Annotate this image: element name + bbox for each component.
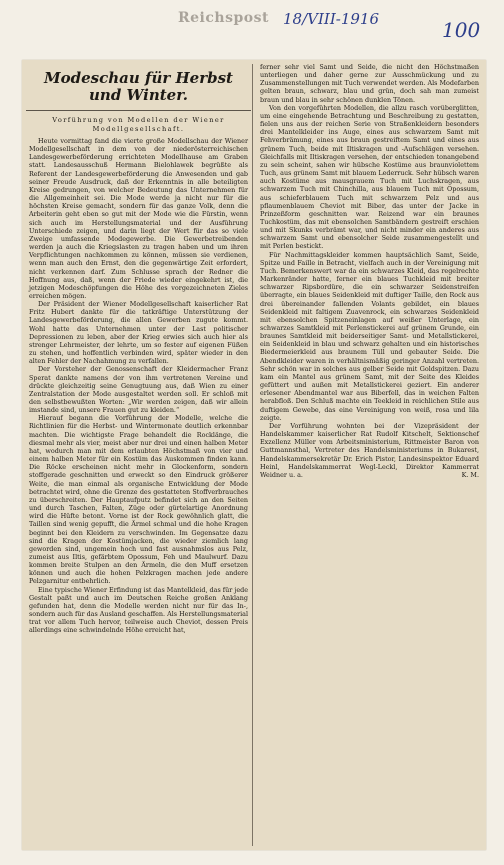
article-column-right xyxy=(257,60,482,850)
article-paragraph: Der Präsident der Wiener Modellgesellschaft kaiserlicher Rat Fritz Hubert dankte für die tatkräftige Unterstützung der Landesgewerbeförderung, die allen Gewerben zugute kommt. Wohl hatte das Unternehmen unter der Last politischer Depressionen zu leben, aber der Krieg erwies sich auch hier als strenger Lehrmeister, der lehrte, um so fester auf eigenen Füßen zu stehen, und hoffentlich verbinden wird, später wieder in den alten Fehler der Nachahmung zu verfallen. xyxy=(29,300,248,366)
handwritten-number: 100 xyxy=(442,18,481,42)
article-paragraph: Hierauf begann die Vorführung der Modelle, welche die Richtlinien für die Herbst- und Wintermonate deutlich erkennbar machten. Die wichtigste Frage behandelt die Rocklänge, die diesmal mehr als vier, meist aber nur drei und einen halben Meter hat, wodurch man mit dem erlaubten Höchstmaß von vier und einem halben Meter für ein Kostüm das Auskommen finden kann. Die Röcke erscheinen nicht mehr in Glockenform, sondern stoffgerade geschnitten und erweckt so den Eindruck größerer Weite, die man einmal als organische Entwicklung der Mode betrachtet wird, ohne die Grenze des gestatteten Stoffverbrauches zu überschreiten. Der Hauptaufputz befindet sich an den Seiten und durch Taschen, Falten, Züge oder gürtelartige Anordnung wird die Hüfte betont. Vorne ist der Rock gewöhnlich glatt, die Taillen sind wenig gepufft, die Ärmel schmal und die hohe Kragen beginnt bei den Kleidern zu verschwinden. Im Gegensatze dazu sind die Kragen der Kostümjacken, die wieder ziemlich lang geworden sind, ungemein hoch und fast ausnahmslos aus Pelz, zumeist aus Iltis, gefärbtem Opossum, Feh und Maulwurf. Dazu kommen breite Stulpen an den Ärmeln, die den Muff ersetzen können und auch die hohen Pelzkragen machen jede andere Pelzgarnitur entbehrlich. xyxy=(29,414,248,586)
column-divider xyxy=(252,64,253,846)
newspaper-clipping xyxy=(22,60,486,850)
article-subtitle: Vorführung von Modellen der Wiener Modellgesellschaft. xyxy=(52,116,225,133)
article-paragraph xyxy=(260,422,479,479)
page-header xyxy=(0,0,504,50)
attendees-text: Der Vorführung wohnten bei der Vizepräsident der Handelskammer kaiserlicher Rat Rudolf Kitschelt, Sektionschef Exzellenz Müller vom Arbeitsministerium, Rittmeister Baron von Guttmannsthal, Vertreter des Handelsministeriums in Bukarest, Handelskammersekretär Dr. Erich Pistor, Landesinspektor Eduard Heinl, Handelskammerrat Wegl-Leckl, Direktor Kammerrat Weidner u. a. xyxy=(260,421,479,479)
article-column-left xyxy=(26,60,251,850)
author-signature: K. M. xyxy=(461,470,479,479)
article-paragraph: Heute vormittag fand die vierte große Modellschau der Wiener Modellgesellschaft in dem von der niederösterreichischen Landesgewerbeförderung errichteten Modellhause am Graben statt. Landesausschuß Hermann Bielohlawek begrüßte als Referent der Landesgewerbeförderung die Anwesenden und gab seiner Freude Ausdruck, daß der Erkenntnis in alle beteiligten Kreise gedrungen, von welcher Bedeutung das Unternehmen für die Allgemeinheit sei. Die Mode werde ja nicht nur für die höchsten Kreise gemacht, sondern für das ganze Volk, denn die Arbeiterin geht eben so gut mit der Mode wie die Fürstin, wenn sich auch im Herstellungsmaterial und der Ausführung Unterschiede zeigen, und darin liegt der Wert für das so viele Zweige umfassende Modegewerbe. Die Gewerbetreibenden werden ja auch die Kriegslasten zu tragen haben und um ihren Verpflichtungen nachkommen zu können, müssen sie verdienen, wenn man auch den Ernst, den die gegenwärtige Zeit erfordert, nicht verkennen darf. Zum Schlusse sprach der Redner die Hoffnung aus, daß, wenn der Friede wieder eingekehrt ist, die jetzigen Modeschöpfungen die Höhe des vorgezeichneten Zieles erreichen mögen. xyxy=(29,137,248,300)
article-paragraph: ferner sehr viel Samt und Seide, die nicht den Höchstmaßen unterliegen und daher gerne zur Ausschmückung und zu Zusammenstellungen mit Tuch verwendet werden. Als Modefarben gelten braun, schwarz, blau und grün, doch sah man zumeist braun und blau in sehr schönen dunklen Tönen. xyxy=(260,63,479,104)
article-paragraph: Eine typische Wiener Erfindung ist das Mantelkleid, das für jede Gestalt paßt und auch im Deutschen Reiche großen Anklang gefunden hat, denn die Modelle werden nicht nur für das In-, sondern auch für das Ausland geschaffen. Als Herstellungsmaterial trat vor allem Tuch hervor, teilweise auch Cheviot, dessen Preis allerdings eine schwindelnde Höhe erreicht hat, xyxy=(29,585,248,635)
article-paragraph: Von den vorgeführten Modellen, die allzu rasch vorüberglitten, um eine eingehende Betrachtung und Beschreibung zu gestatten, fielen uns aus der reichen Serie von Straßenkleidern besonders drei Mantelkleider ins Auge, eines aus schwarzem Samt mit Fehverbrämung, eines aus braun gestreiftem Samt und eines aus grünem Tuch, beide mit Iltiskragen und -Aufschlägen versehen. Gleichfalls mit Iltiskragen versehen, der entschieden tonangebend zu sein scheint, sahen wir hübsche Kostüme aus braunviolettem Tuch, aus grünem Samt mit blauem Lederruck. Sehr hübsch waren auch Kostüme aus mausgrauem Tuch mit Luchskragen, aus schwarzem Tuch mit Chinchilla, aus blauem Tuch mit Opossum, aus schieferblauem Tuch mit schwarzem Pelz und aus pflaumenblauem Cheviot mit Biber, das unter der Jacke in Prinzeßform geschnitten war. Reizend war ein braunes Tuchkostüm, das mit ebensolchen Samtbändern gestreift erschien und mit Skunks verbrämt war, und nicht minder ein anderes aus schwarzem Samt und ebensolcher Seide zusammengestellt und mit Perlen bestickt. xyxy=(260,103,479,251)
article-paragraph: Für Nachmittagskleider kommen hauptsächlich Samt, Seide, Spitze und Faille in Betracht, vielfach auch in der Vereinigung mit Tuch. Bemerkenswert war da ein schwarzes Kleid, das regelrechte Markenränder hatte, ferner ein blaues Tuchkleid mit breiter schwarzer Ripsbordüre, die ein schwarzer Seidenstreifen überragte, ein blaues Seidenkleid mit duftiger Taille, den Rock aus drei übereinander fallenden Volants gebildet, ein blaues Seidenkleid mit faltigem Zuavenrock, ein schwarzes Seidenkleid mit ebensolchen Spitzeneinlagen auf weißer Unterlage, ein schwarzes Samtkleid mit Perlenstickerei auf grünem Grunde, ein braunes Samtkleid mit beiderseitiger Samt- und Metallstickerei, ein Seidenkleid in blau und schwarz gehalten und ein historisches Biedermeierkleid aus braunem Tüll und gebauter Seide. Die Abendkleider waren in verhältnismäßig geringer Anzahl vertreten. Sehr schön war in solches aus gelber Seide mit Goldspitzen. Dazu kam ein Mantel aus grünem Samt, mit der Seite des Kleides gefüttert und außen mit Metallstickerei geziert. Ein anderer erlesener Abendmantel war aus Biberfell, das in weichen Falten herabfloß. Den Schluß machte ein Teekleid in reichlichen Stile aus duftigem Gewebe, das eine Vereinigung von weiß, rosa und lila zeigte. xyxy=(260,250,479,422)
article-title: Modeschau für Herbst und Winter. xyxy=(26,66,251,111)
newspaper-name-stamp: Reichspost xyxy=(178,10,269,26)
handwritten-date: 18/VIII-1916 xyxy=(283,10,379,28)
article-paragraph: Der Vorsteher der Genossenschaft der Kleidermacher Franz Sperat dankte namens der von ihm vertretenen Vereine und drückte gleichzeitig seine Genugtuung aus, daß Wien zu einer Zentralstation der Mode ausgestaltet werden soll. Er schloß mit den selbstbewußten Worten: „Wir werden zeigen, daß wir allein imstande sind, unsere Frauen gut zu kleiden.“ xyxy=(29,365,248,415)
